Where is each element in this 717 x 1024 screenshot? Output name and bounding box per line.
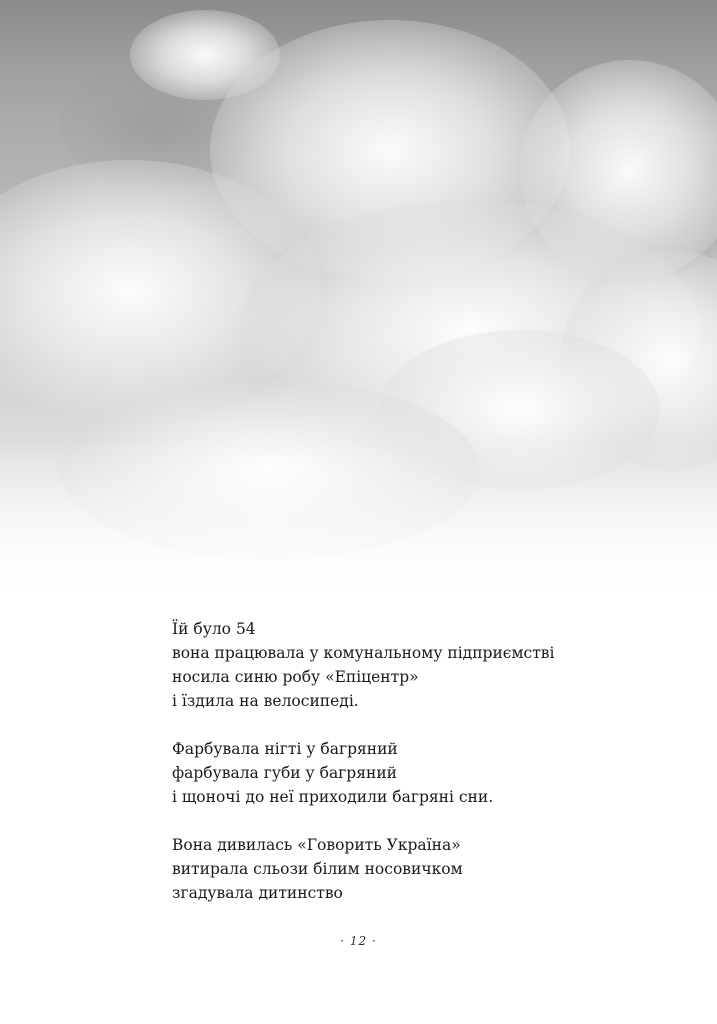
poem-line: Фарбувала нігті у багряний (172, 740, 398, 758)
poem-line: носила синю робу «Епіцентр» (172, 668, 419, 686)
poem-line: і їздила на велосипеді. (172, 692, 359, 710)
poem-line: фарбувала губи у багряний (172, 764, 397, 782)
stanza-2 (172, 737, 672, 809)
stanza-3 (172, 833, 672, 905)
poem-line: згадувала дитинство (172, 884, 343, 902)
poem-line: вона працювала у комунальному підприємстві (172, 644, 555, 662)
poem-line: і щоночі до неї приходили багряні сни. (172, 788, 494, 806)
poem-line: Їй було 54 (172, 620, 256, 638)
poem-line: витирала сльози білим носовичком (172, 860, 463, 878)
poem-text (172, 617, 672, 905)
poem-line: Вона дивилась «Говорить Україна» (172, 836, 461, 854)
page-number: · 12 · (340, 934, 377, 948)
stanza-1 (172, 617, 672, 713)
